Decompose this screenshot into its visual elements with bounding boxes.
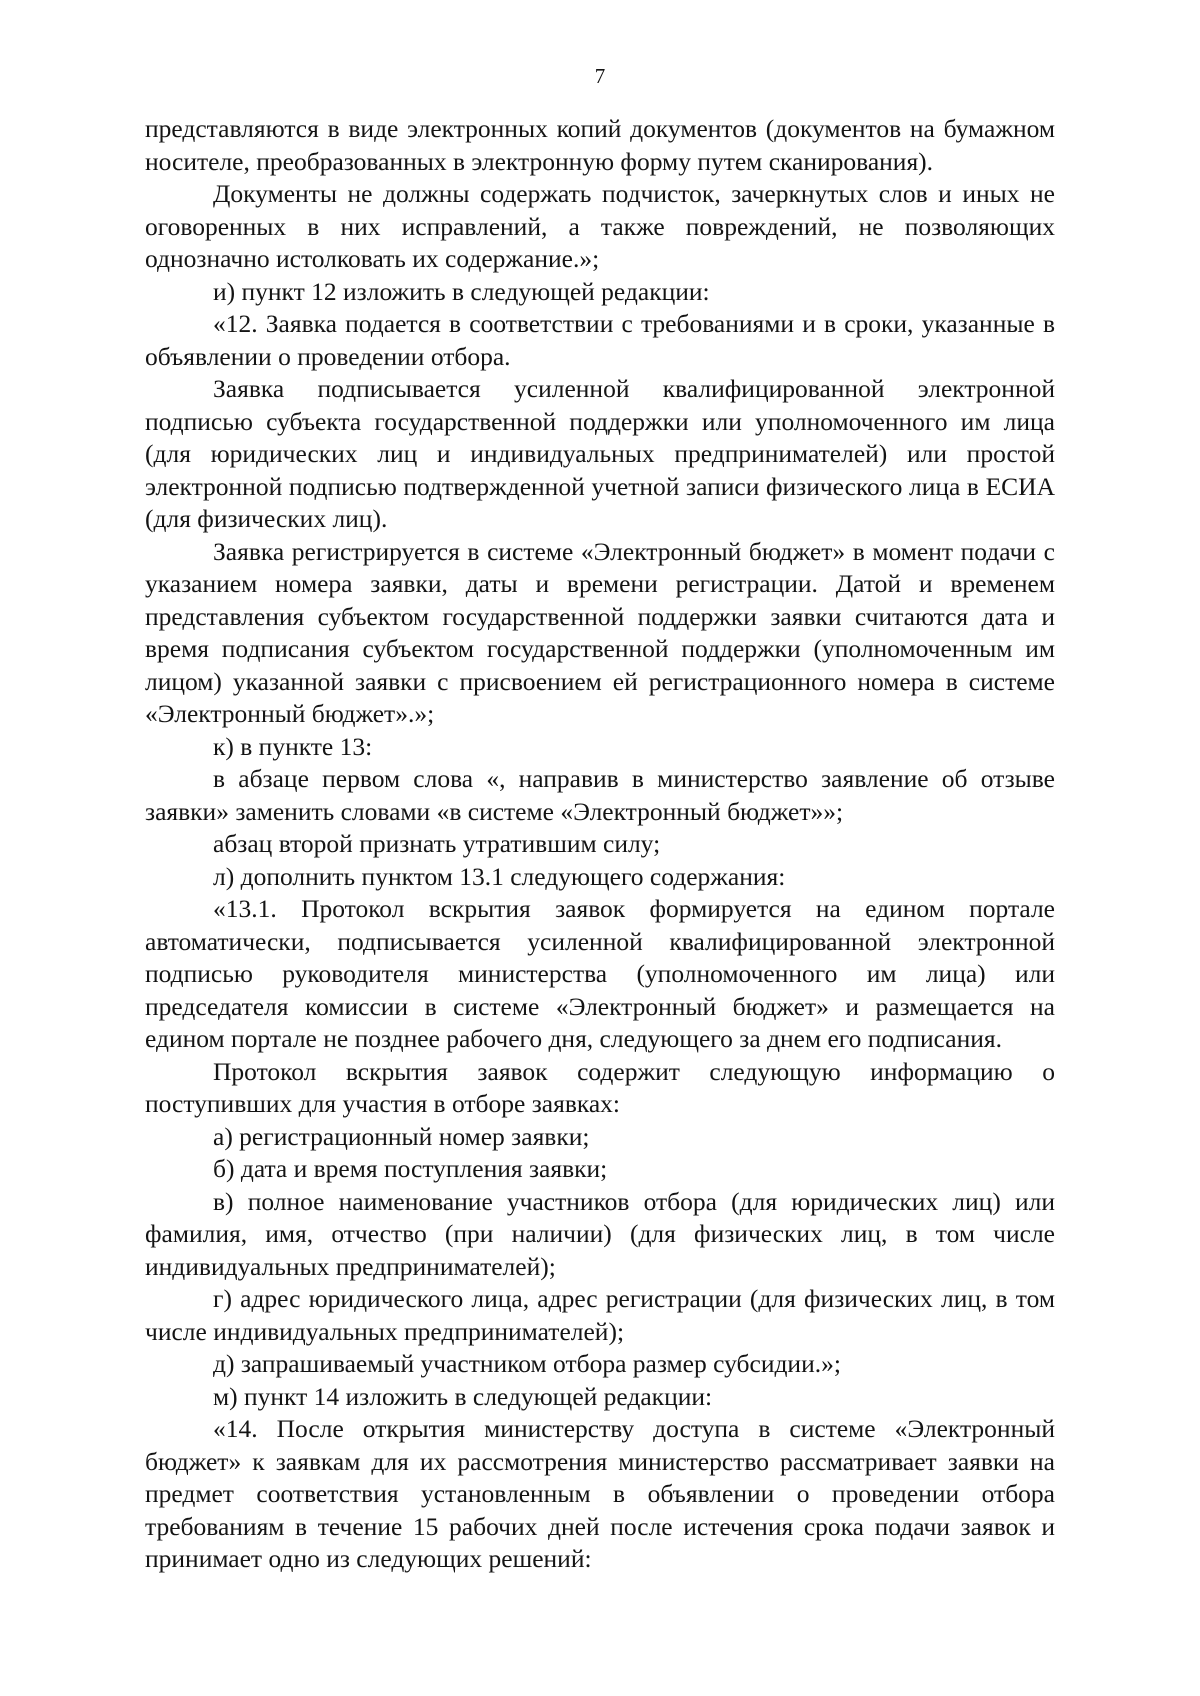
paragraph: б) дата и время поступления заявки; (213, 1154, 608, 1183)
paragraph: и) пункт 12 изложить в следующей редакции: (213, 276, 710, 306)
paragraph: а) регистрационный номер заявки; (213, 1121, 590, 1151)
paragraph: Заявка подписывается усиленной квалифицированной электронной подписью субъекта государственной поддержки или уполномоченного им лица (для юридических лиц и индивидуальных предпринимателей) или простой электронной подписью подтвержденной учетной записи физического лица в ЕСИА (для физических лиц). (145, 374, 1055, 533)
page-number: 7 (594, 64, 606, 88)
paragraph: «13.1. Протокол вскрытия заявок формируется на едином портале автоматически, подписывается усиленной квалифицированной электронной подписью руководителя министерства (уполномоченного им лица) или председателя комиссии в системе «Электронный бюджет» и размещается на едином портале не позднее рабочего дня, следующего за днем его подписания. (145, 894, 1055, 1053)
paragraph: в абзаце первом слова «, направив в министерство заявление об отзыве заявки» заменить словами «в системе «Электронный бюджет»»; (145, 764, 1055, 826)
document-body (145, 113, 1055, 1576)
paragraph: д) запрашиваемый участником отбора размер субсидии.»; (213, 1349, 841, 1378)
paragraph: представляются в виде электронных копий документов (документов на бумажном носителе, преобразованных в электронную форму путем сканирования). (145, 114, 1055, 176)
paragraph: в) полное наименование участников отбора (для юридических лиц) или фамилия, имя, отчество (при наличии) (для физических лиц, в том числе индивидуальных предпринимателей); (145, 1186, 1055, 1281)
paragraph: «14. После открытия министерству доступа в системе «Электронный бюджет» к заявкам для их рассмотрения министерство рассматривает заявки на предмет соответствия установленным в объявлении о проведении отбора требованиям в течение 15 рабочих дней после истечения срока подачи заявок и принимает одно из следующих решений: (145, 1414, 1055, 1573)
paragraph: «12. Заявка подается в соответствии с требованиями и в сроки, указанные в объявлении о проведении отбора. (145, 309, 1055, 371)
paragraph: Заявка регистрируется в системе «Электронный бюджет» в момент подачи с указанием номера заявки, даты и времени регистрации. Датой и временем представления субъектом государственной поддержки заявки считаются дата и время подписания субъектом государственной поддержки (уполномоченным им лицом) указанной заявки с присвоением ей регистрационного номера в системе «Электронный бюджет».»; (145, 536, 1055, 728)
paragraph: г) адрес юридического лица, адрес регистрации (для физических лиц, в том числе индивидуальных предпринимателей); (145, 1284, 1055, 1346)
paragraph: Протокол вскрытия заявок содержит следующую информацию о поступивших для участия в отборе заявках: (145, 1056, 1055, 1118)
paragraph: л) дополнить пунктом 13.1 следующего содержания: (213, 861, 786, 891)
paragraph: Документы не должны содержать подчисток, зачеркнутых слов и иных не оговоренных в них исправлений, а также повреждений, не позволяющих однозначно истолковать их содержание.»; (145, 179, 1055, 273)
paragraph: к) в пункте 13: (213, 731, 373, 761)
paragraph: абзац второй признать утратившим силу; (213, 829, 661, 858)
paragraph: м) пункт 14 изложить в следующей редакции: (213, 1381, 713, 1411)
